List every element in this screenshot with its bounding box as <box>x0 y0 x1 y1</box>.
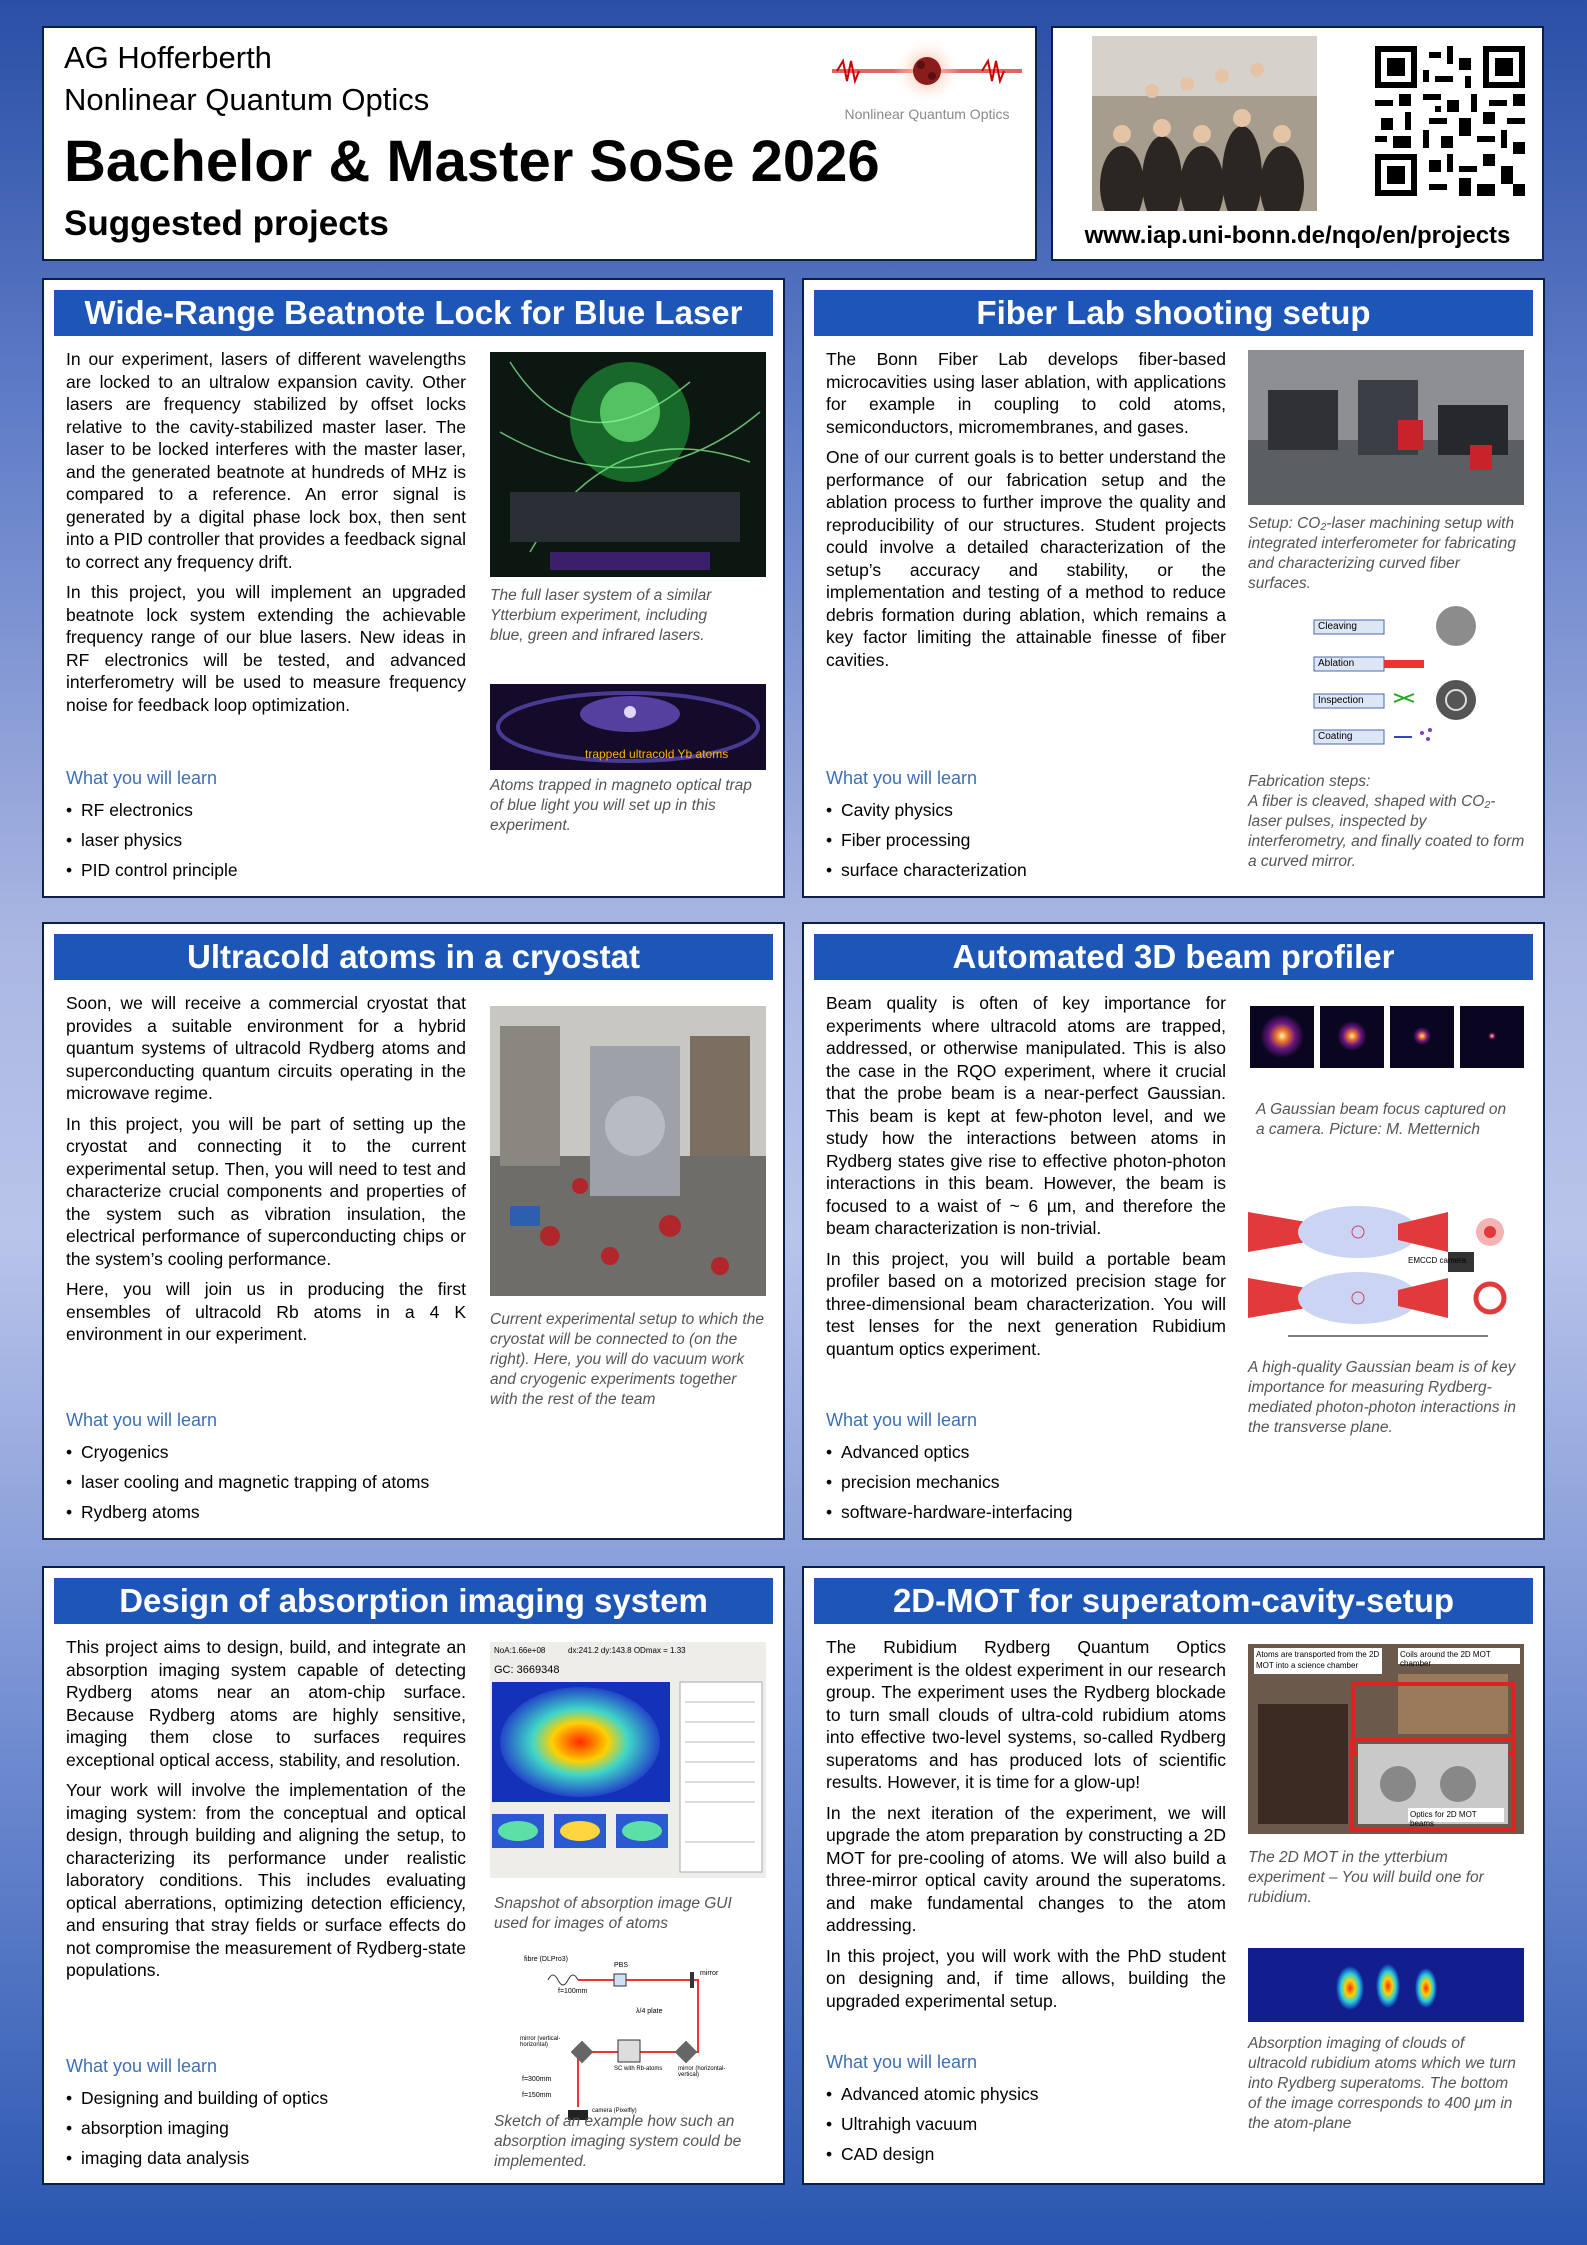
sketch-label: f=100mm <box>558 1988 588 1995</box>
cryostat-setup-image <box>490 1006 766 1296</box>
step-label: Inspection <box>1318 695 1364 706</box>
image-label: Atoms are transported from the 2D MOT into a science chamber <box>1256 1650 1380 1670</box>
paragraph: In this project, you will be part of setting up the cryostat and connecting it to the current experimental setup. Then, you will need to test and characterize crucial components and properties of the system such as vibration insulation, the electrical performance of superconducting chips or the system’s cooling performance. <box>66 1113 466 1269</box>
paragraph: Beam quality is often of key importance for experiments where ultracold atoms are trapped, addressed, or otherwise manipulated. This is also the case in the RQO experiment, where it crucial that the probe beam is a near-perfect Gaussian. This beam is kept at few-photon level, and we study how the interactions between atoms in Rydberg states give rise to effective photon-photon interactions in this beam. However, the beam is focused to a waist of ~ 6 µm, and therefore the beam characterization is non-trivial. <box>826 993 1226 1238</box>
learn-heading: What you will learn <box>826 1410 978 1430</box>
group-name: AG Hofferberth <box>64 40 272 75</box>
learn-section <box>66 1410 486 1531</box>
project-title: Fiber Lab shooting setup <box>814 290 1533 336</box>
sketch-label: mirror <box>700 1970 719 1977</box>
gui-readout: NoA:1.66e+08 <box>494 1646 546 1655</box>
header-info-box <box>1051 26 1544 261</box>
step-label: Cleaving <box>1318 621 1357 632</box>
paragraph: Soon, we will receive a commercial cryostat that provides a suitable environment for a hybrid quantum systems of ultracold Rydberg atoms and superconducting quantum circuits operating in the microwave regime. <box>66 993 466 1103</box>
group-photo <box>1092 36 1317 211</box>
gui-readout: dx:241.2 dy:143.8 ODmax = 1.33 <box>568 1646 686 1655</box>
sketch-label: PBS <box>614 1962 629 1969</box>
image-caption: A high-quality Gaussian beam is of key importance for measuring Rydberg-mediated photon-photon interactions in the transverse plane. <box>1248 1359 1516 1436</box>
sketch-label: camera (Pixelfly) <box>592 2108 637 2114</box>
image-caption: Snapshot of absorption image GUI used for images of atoms <box>494 1895 732 1932</box>
paragraph: In this project, you will work with the PhD student on designing and, if time allows, building the upgraded experimental setup. <box>826 1945 1226 2011</box>
project-description <box>826 1636 1226 2020</box>
project-panel-beam-profiler <box>802 922 1545 1540</box>
sketch-label: mirror (horizontal-vertical) <box>678 2066 726 2078</box>
learn-item: • Advanced optics <box>826 1441 1246 1463</box>
learn-section <box>826 1410 1246 1531</box>
project-panel-fiber-lab <box>802 278 1545 898</box>
photon-interaction-diagram <box>1248 1194 1526 1344</box>
learn-heading: What you will learn <box>66 2056 218 2076</box>
step-label: Coating <box>1318 731 1353 742</box>
header-title-box <box>42 26 1037 261</box>
image-caption: Setup: CO₂-laser machining setup with integrated interferometer for fabricating and characterizing curved fiber surfaces. <box>1248 515 1516 592</box>
paragraph: Your work will involve the implementation of the imaging system: from the conceptual and optical design, through building and aligning the setup, to characterizing its performance under realistic laboratory conditions. This includes evaluating optical aberrations, optimizing detection efficiency, and ensuring that stray fields or surface effects do not compromise the measurement of Rydberg-state populations. <box>66 1780 466 1980</box>
sketch-label: λ/4 plate <box>636 2008 663 2015</box>
learn-heading: What you will learn <box>66 1410 218 1430</box>
learn-heading: What you will learn <box>826 768 978 788</box>
image-caption: Sketch of an example how such an absorption imaging system could be implemented. <box>494 2113 742 2170</box>
project-title: Automated 3D beam profiler <box>814 934 1533 980</box>
project-title: Wide-Range Beatnote Lock for Blue Laser <box>54 290 773 336</box>
sketch-label: f=150mm <box>522 2092 552 2099</box>
image-caption: Fabrication steps: A fiber is cleaved, shaped with CO₂-laser pulses, inspected by interferometry, and finally coated to form a curved mirror. <box>1248 773 1525 870</box>
absorption-image <box>1248 1948 1524 2022</box>
group-subtitle: Nonlinear Quantum Optics <box>64 82 430 117</box>
image-caption: Absorption imaging of clouds of ultracold rubidium atoms which we turn into Rydberg superatoms. The bottom of the image corresponds to 400 μm in the atom-plane <box>1248 2035 1516 2132</box>
project-title: Design of absorption imaging system <box>54 1578 773 1624</box>
paragraph: In our experiment, lasers of different wavelengths are locked to an ultralow expansion cavity. Other lasers are frequency stabilized by offset locks relative to the cavity-stabilized master laser. The laser to be locked interferes with the master laser, and the generated beatnote at hundreds of MHz is compared to a reference. An error signal is generated by a digital phase lock box, then sent into a PID controller that provides a feedback signal to correct any frequency drift. <box>66 349 466 572</box>
paragraph: In this project, you will build a portable beam profiler based on a motorized precision stage for three-dimensional beam characterization. You will test lenses for the next generation Rubidium quantum optics experiment. <box>826 1248 1226 1359</box>
learn-section <box>826 768 1246 889</box>
learn-item: • Ultrahigh vacuum <box>826 2113 1246 2135</box>
logo-text: Nonlinear Quantum Optics <box>844 106 1010 122</box>
imaging-sketch <box>518 1952 728 2122</box>
paragraph: One of our current goals is to better understand the performance of our fabrication setup and the ablation process to further improve the quality and reproducibility of our structures. Student projects could involve a detailed characterization of the setup’s accuracy and stability, or the implementation and testing of a method to reduce debris formation during ablation, which remains a key factor limiting the attainable finesse of fiber cavities. <box>826 447 1226 670</box>
fabrication-steps-diagram <box>1294 602 1484 752</box>
group-logo <box>832 34 1022 134</box>
projects-url[interactable]: www.iap.uni-bonn.de/nqo/en/projects <box>1084 222 1511 249</box>
learn-item: • Designing and building of optics <box>66 2087 486 2109</box>
paragraph: The Rubidium Rydberg Quantum Optics experiment is the oldest experiment in our research group. The experiment uses the Rydberg blockade to turn small clouds of ultra-cold rubidium atoms into effective two-level systems, so-called Rydberg superatoms and has produced lots of scientific results. However, it is time for a glow-up! <box>826 1637 1226 1792</box>
atoms-label: trapped ultracold Yb atoms <box>585 747 729 761</box>
learn-item: • software-hardware-interfacing <box>826 1501 1246 1523</box>
image-label: Optics for 2D MOT beams <box>1410 1810 1477 1828</box>
learn-item: • Rydberg atoms <box>66 1501 486 1523</box>
image-caption: Current experimental setup to which the cryostat will be connected to (on the right). Here, you will do vacuum work and cryogenic experiments together with the rest of the team <box>490 1311 764 1408</box>
learn-item: • imaging data analysis <box>66 2147 486 2169</box>
project-panel-beatnote <box>42 278 785 898</box>
learn-section <box>66 2056 486 2177</box>
learn-heading: What you will learn <box>826 2052 978 2072</box>
image-caption: A Gaussian beam focus captured on a camera. Picture: M. Metternich <box>1256 1101 1507 1138</box>
learn-item: • RF electronics <box>66 799 486 821</box>
fiber-setup-image <box>1248 350 1524 505</box>
learn-item: • laser physics <box>66 829 486 851</box>
image-caption: The full laser system of a similar Ytterbium experiment, including blue, green and infrared lasers. <box>490 587 712 644</box>
paragraph: In this project, you will implement an upgraded beatnote lock system extending the achievable frequency range of our blue lasers. New ideas in RF electronics will be tested, and advanced interferometry will be used to measure frequency noise for feedback loop optimization. <box>66 582 466 715</box>
learn-item: • CAD design <box>826 2143 1246 2165</box>
paragraph: Here, you will join us in producing the first ensembles of ultracold Rb atoms in a 4 K environment in our experiment. <box>66 1279 466 1344</box>
paragraph: In the next iteration of the experiment, we will upgrade the atom preparation by constructing a 2D MOT for pre-cooling of atoms. We will also build a three-mirror optical cavity around the superatoms. and make fundamental changes to the atom addressing. <box>826 1802 1226 1935</box>
project-panel-cryostat <box>42 922 785 1540</box>
mot-image <box>490 684 766 770</box>
sketch-label: f=300mm <box>522 2076 552 2083</box>
gui-readout: GC: 3669348 <box>494 1664 560 1676</box>
sketch-label: mirror (vertical-horizontal) <box>520 2036 561 2048</box>
learn-item: • surface characterization <box>826 859 1246 881</box>
learn-section <box>66 768 486 889</box>
paragraph: This project aims to design, build, and integrate an absorption imaging system capable of detecting Rydberg atoms near an atom-chip surface. Because Rydberg atoms are highly sensitive, imaging them close to surfaces requires exceptional optical access, stability, and resolution. <box>66 1637 466 1770</box>
project-description <box>826 992 1226 1368</box>
beam-focus-images <box>1248 998 1526 1076</box>
project-description <box>66 1636 466 1990</box>
learn-section <box>826 2052 1246 2173</box>
qr-code[interactable] <box>1375 46 1525 196</box>
2d-mot-image <box>1248 1644 1524 1834</box>
learn-item: • Cavity physics <box>826 799 1246 821</box>
camera-label: EMCCD camera <box>1408 1256 1467 1265</box>
learn-item: • absorption imaging <box>66 2117 486 2139</box>
project-description <box>66 348 466 724</box>
learn-item: • Advanced atomic physics <box>826 2083 1246 2105</box>
project-description <box>826 348 1226 679</box>
learn-item: • Fiber processing <box>826 829 1246 851</box>
laser-system-image <box>490 352 766 577</box>
sketch-label: fibre (DLPro3) <box>524 1956 568 1963</box>
paragraph: The Bonn Fiber Lab develops fiber-based microcavities using laser ablation, with applications for example in coupling to cold atoms, semiconductors, micromembranes, and gases. <box>826 349 1226 437</box>
learn-heading: What you will learn <box>66 768 218 788</box>
image-label: Coils around the 2D MOT chamber <box>1400 1650 1491 1668</box>
project-panel-absorption-imaging <box>42 1566 785 2185</box>
learn-item: • laser cooling and magnetic trapping of atoms <box>66 1471 486 1493</box>
project-description <box>66 992 466 1354</box>
image-caption: The 2D MOT in the ytterbium experiment – You will build one for rubidium. <box>1248 1849 1484 1906</box>
imaging-gui-snapshot <box>490 1642 766 1878</box>
project-title: Ultracold atoms in a cryostat <box>54 934 773 980</box>
project-title: 2D-MOT for superatom-cavity-setup <box>814 1578 1533 1624</box>
learn-item: • PID control principle <box>66 859 486 881</box>
learn-item: • precision mechanics <box>826 1471 1246 1493</box>
image-caption: Atoms trapped in magneto optical trap of blue light you will set up in this experiment. <box>490 777 752 834</box>
step-label: Ablation <box>1318 658 1355 669</box>
learn-item: • Cryogenics <box>66 1441 486 1463</box>
page-title: Bachelor & Master SoSe 2026 <box>64 129 880 194</box>
sketch-label: SC with Rb-atoms <box>614 2066 663 2072</box>
page-subtitle: Suggested projects <box>64 204 389 243</box>
project-panel-2d-mot <box>802 1566 1545 2185</box>
